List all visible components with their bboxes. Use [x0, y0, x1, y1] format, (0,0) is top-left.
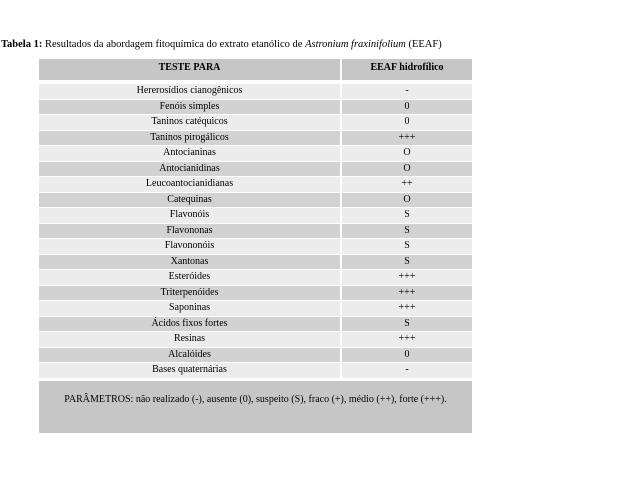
test-name-cell: Xantonas	[39, 255, 342, 270]
test-name-cell: Antocianinas	[39, 146, 342, 161]
table-row	[39, 224, 472, 240]
table-row	[39, 131, 472, 147]
test-name-cell: Bases quaternárias	[39, 363, 342, 378]
table-row	[39, 301, 472, 317]
test-name-cell: Taninos catéquicos	[39, 115, 342, 130]
test-name-cell: Flavononas	[39, 224, 342, 239]
table-row	[39, 332, 472, 348]
header-eeaf: EEAF hidrofílico	[370, 62, 444, 73]
table-row	[39, 193, 472, 209]
results-table	[39, 59, 472, 433]
table-row	[39, 363, 472, 379]
caption-text: Resultados da abordagem fitoquímica do extrato etanólico de	[42, 39, 306, 50]
table-row	[39, 286, 472, 302]
table-footer: PARÂMETROS: não realizado (-), ausente (0), suspeito (S), fraco (+), médio (++), forte (+++).	[39, 381, 472, 433]
test-name-cell: Taninos pirogálicos	[39, 131, 342, 146]
result-cell: -	[405, 364, 409, 375]
result-cell: +++	[398, 333, 416, 344]
test-name-cell: Flavonóis	[39, 208, 342, 223]
caption-label: Tabela 1:	[1, 39, 43, 50]
result-cell: S	[404, 240, 410, 251]
table-row	[39, 255, 472, 271]
table-caption	[1, 39, 442, 50]
table-row	[39, 100, 472, 116]
table-body	[39, 84, 472, 379]
result-cell: O	[403, 193, 411, 205]
test-name-cell: Triterpenóides	[39, 286, 342, 301]
test-name-cell: Saponinas	[39, 301, 342, 316]
header-test: TESTE PARA	[39, 59, 342, 80]
test-name-cell: Antocianidinas	[39, 162, 342, 177]
result-cell: 0	[404, 100, 410, 112]
test-name-cell: Leucoantocianidianas	[39, 177, 342, 192]
result-cell: S	[404, 255, 410, 267]
result-cell: +++	[398, 302, 416, 313]
result-cell: S	[404, 209, 410, 220]
result-cell: +++	[398, 131, 416, 143]
test-name-cell: Ácidos fixos fortes	[39, 317, 342, 332]
table-row	[39, 146, 472, 162]
test-name-cell: Catequinas	[39, 193, 342, 208]
test-name-cell: Resinas	[39, 332, 342, 347]
result-cell: +++	[398, 271, 416, 282]
caption-species: Astronium fraxinifolium	[305, 39, 406, 50]
table-row	[39, 239, 472, 255]
result-cell: ++	[401, 178, 413, 189]
result-cell: 0	[404, 116, 410, 127]
test-name-cell: Flavononóis	[39, 239, 342, 254]
table-row	[39, 115, 472, 131]
test-name-cell: Esteróides	[39, 270, 342, 285]
test-name-cell: Fenóis simples	[39, 100, 342, 115]
result-cell: S	[404, 224, 410, 236]
table-row	[39, 177, 472, 193]
result-cell: 0	[404, 348, 410, 360]
table-header-row	[39, 59, 472, 81]
test-name-cell: Alcalóides	[39, 348, 342, 363]
table-row	[39, 270, 472, 286]
table-row	[39, 348, 472, 364]
result-cell: +++	[398, 286, 416, 298]
result-cell: O	[403, 147, 411, 158]
table-row	[39, 208, 472, 224]
result-cell: -	[405, 85, 409, 96]
table-row	[39, 162, 472, 178]
result-cell: S	[404, 317, 410, 329]
result-cell: O	[403, 162, 411, 174]
table-row	[39, 317, 472, 333]
caption-suffix: (EEAF)	[405, 39, 442, 50]
test-name-cell: Hererosídios cianogênicos	[39, 84, 342, 99]
table-row	[39, 84, 472, 100]
